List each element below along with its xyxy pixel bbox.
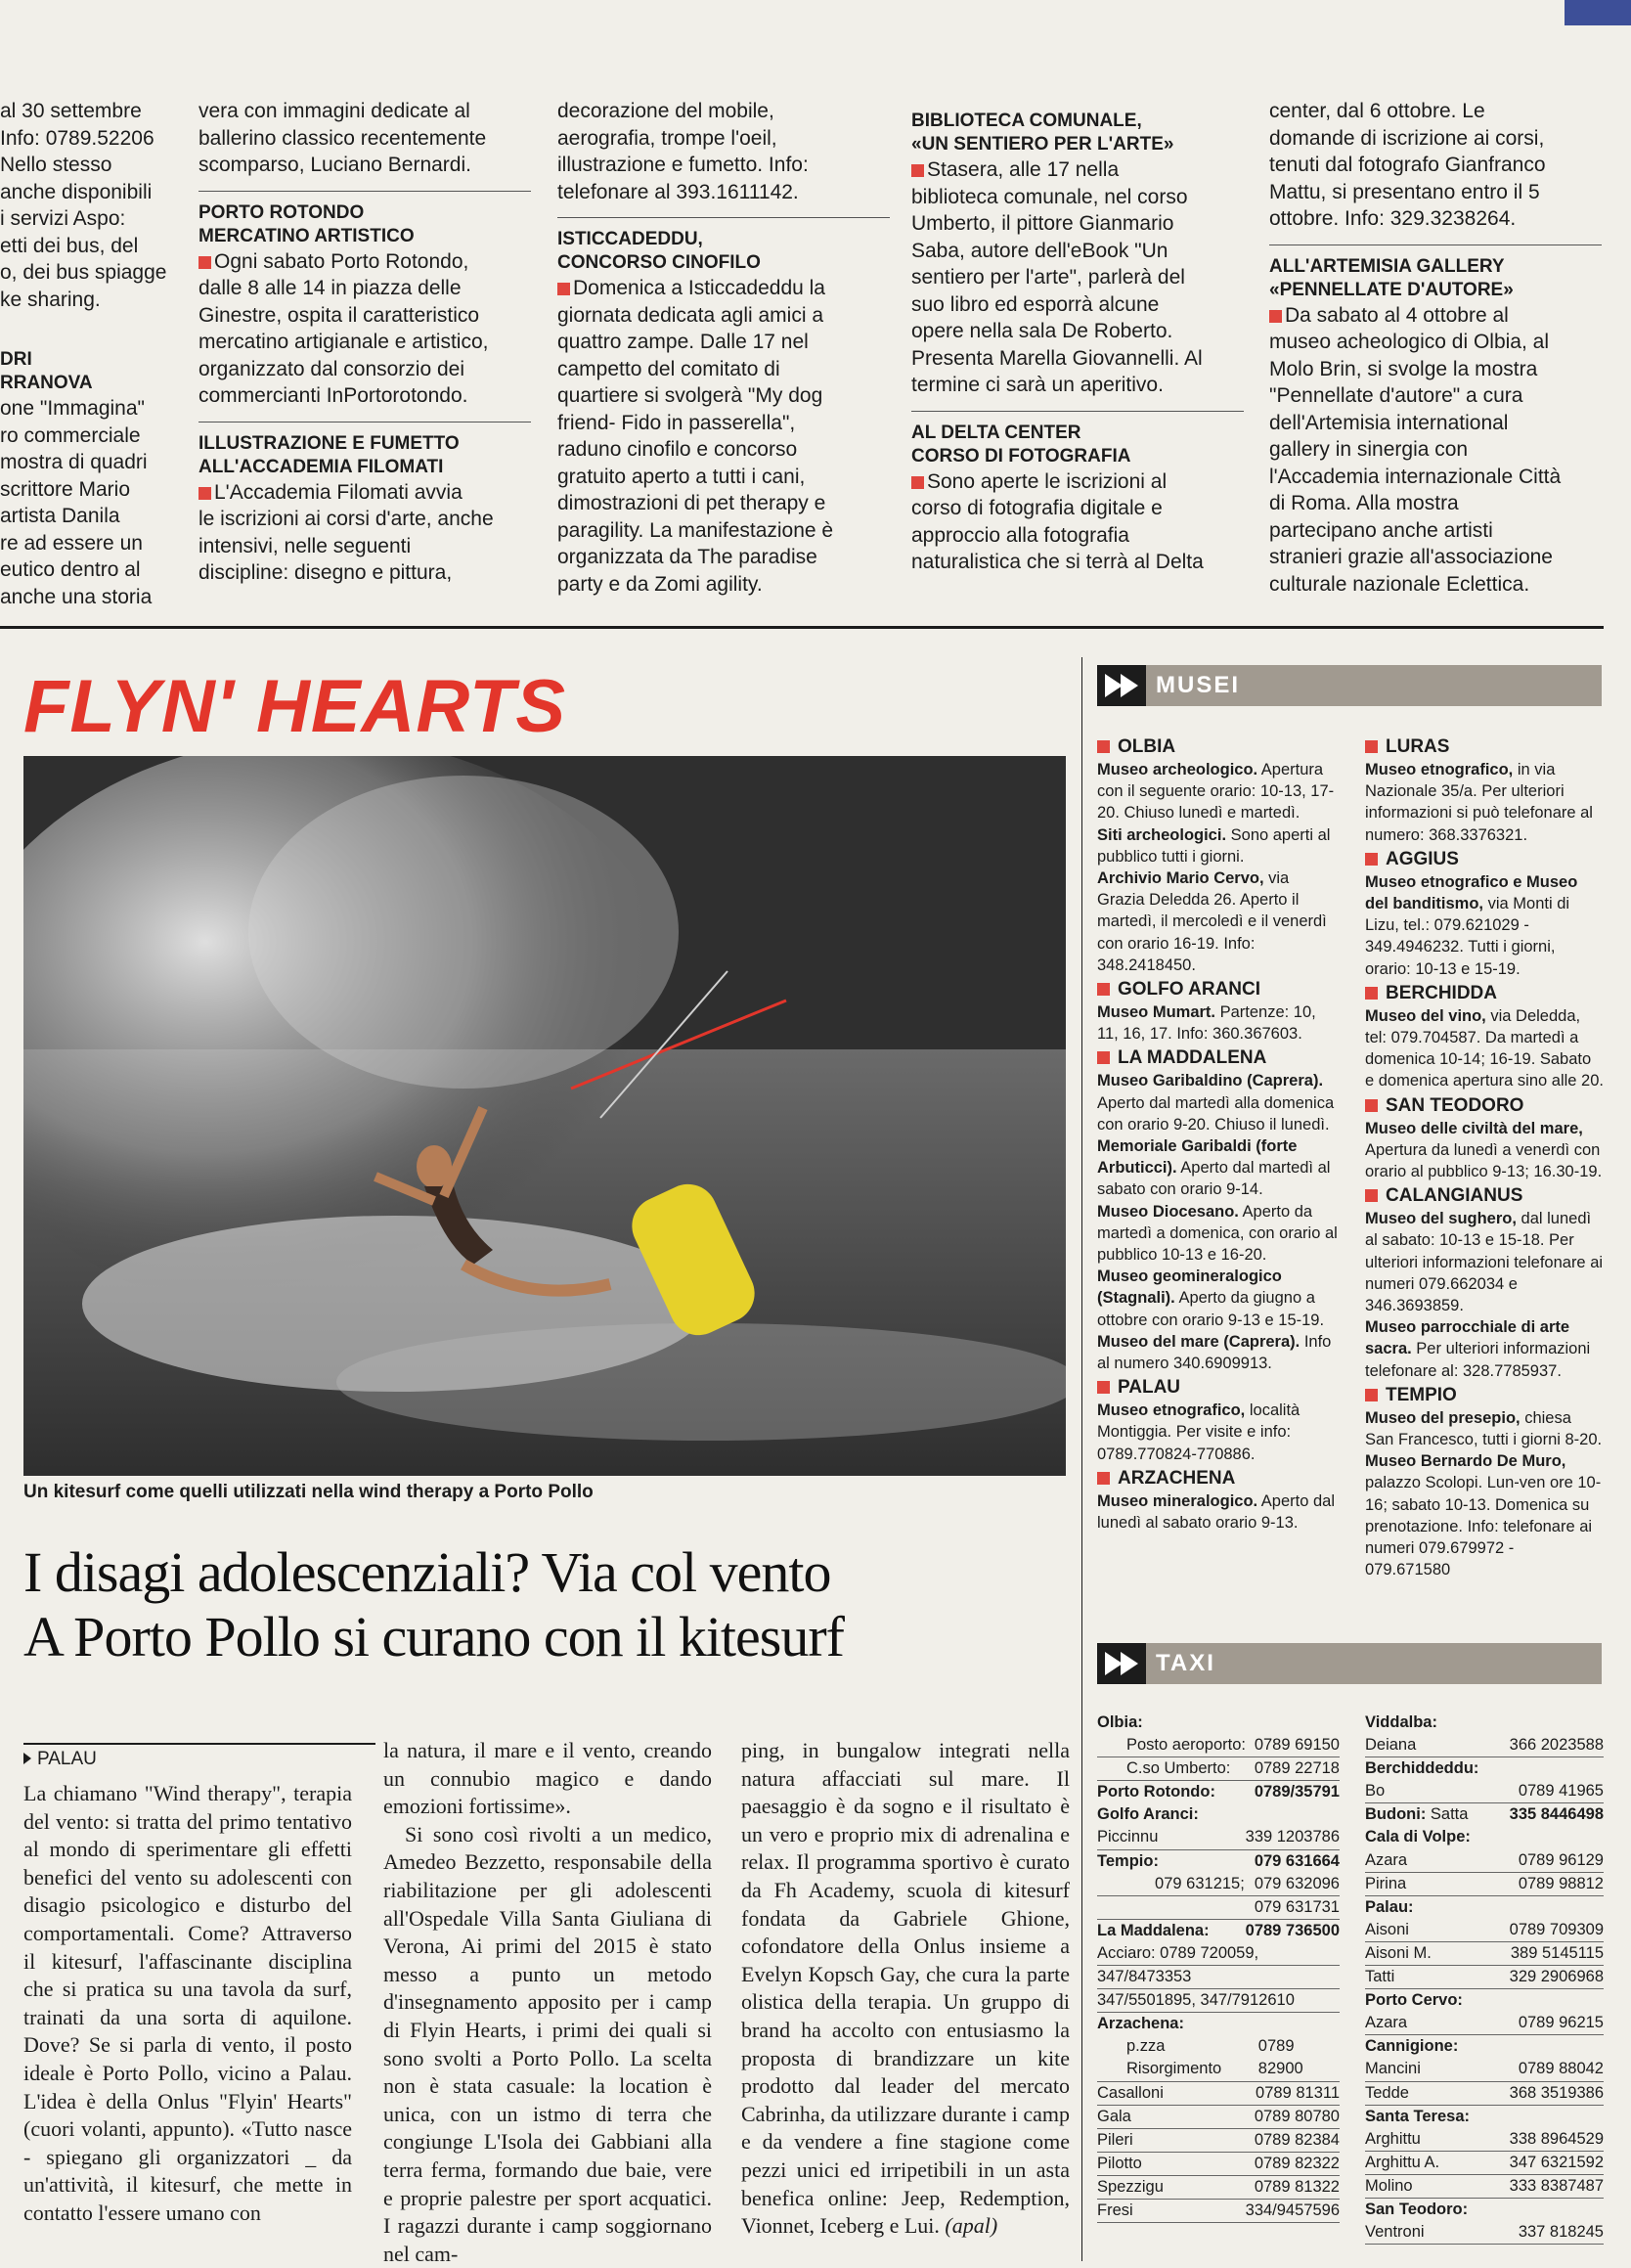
museum-entry: Museo del sughero, dal lunedì al sabato: 10-13 e 15-18. Per ulteriori informazioni telefonare ai numeri 079.662034 e 346.3693859. bbox=[1365, 1210, 1604, 1315]
text-line: opere nella sala De Roberto. bbox=[911, 320, 1173, 342]
taxi-city-row: San Teodoro: bbox=[1365, 2200, 1469, 2218]
text-line: paragility. La manifestazione è bbox=[557, 518, 834, 542]
bullet-square-icon bbox=[1097, 983, 1110, 996]
text-line: suo libro ed esporrà alcune bbox=[911, 292, 1160, 316]
heading-line: AL DELTA CENTER bbox=[911, 422, 1081, 443]
text-line: dell'Artemisia international bbox=[1269, 411, 1509, 434]
biblioteca-heading bbox=[911, 110, 1244, 156]
artemisia-text bbox=[1269, 302, 1602, 599]
taxi-number-row: Spezzigu 0789 81322 bbox=[1097, 2176, 1340, 2200]
taxi-number-row: p.zza Risorgimento 0789 82900 bbox=[1097, 2035, 1340, 2081]
taxi-number-row: 347/8473353 bbox=[1097, 1966, 1340, 1989]
heading-line: ALL'ACCADEMIA FILOMATI bbox=[198, 456, 444, 477]
musei-right-column bbox=[1365, 734, 1604, 1581]
text-line: biblioteca comunale, nel corso bbox=[911, 185, 1188, 208]
text-line: dalle 8 alle 14 in piazza delle bbox=[198, 277, 462, 299]
taxi-number-row: Bo 0789 41965 bbox=[1365, 1780, 1604, 1803]
kitesurf-photo bbox=[23, 756, 1066, 1476]
taxi-number-row: Ventroni 337 818245 bbox=[1365, 2221, 1604, 2245]
taxi-number-row: Pilotto 0789 82322 bbox=[1097, 2153, 1340, 2176]
taxi-number-row: Aisoni 0789 709309 bbox=[1365, 1919, 1604, 1942]
museum-entry: Museo Mumart. Partenze: 10, 11, 16, 17. Info: 360.367603. bbox=[1097, 1003, 1316, 1044]
article-kicker: FLYN' HEARTS bbox=[23, 665, 567, 748]
taxi-number-row: Posto aeroporto: 0789 69150 bbox=[1097, 1734, 1340, 1757]
column-1-bottom bbox=[0, 342, 171, 610]
taxi-number-row: Azara 0789 96215 bbox=[1365, 2012, 1604, 2035]
photo-caption: Un kitesurf come quelli utilizzati nella wind therapy a Porto Pollo bbox=[23, 1482, 594, 1502]
delta-center-text bbox=[911, 468, 1244, 576]
museum-entry: Museo del presepio, chiesa San Francesco, tutti i giorni 8-20. bbox=[1365, 1408, 1603, 1449]
text-line: corso di fotografia digitale e bbox=[911, 497, 1163, 519]
text-line: Ginestre, ospita il caratteristico bbox=[198, 303, 480, 327]
taxi-number-row: Pirina 0789 98812 bbox=[1365, 1873, 1604, 1896]
article-signature: (apal) bbox=[945, 2213, 998, 2239]
museum-entry: Museo etnografico, località Montiggia. Per visite e info: 0789.770824-770886. bbox=[1097, 1401, 1300, 1463]
town-heading: LA MADDALENA bbox=[1097, 1046, 1340, 1070]
porto-rotondo-heading bbox=[198, 201, 531, 248]
text-line: center, dal 6 ottobre. Le bbox=[1269, 100, 1485, 122]
taxi-number-row: Pileri 0789 82384 bbox=[1097, 2129, 1340, 2153]
heading-line: «PENNELLATE D'AUTORE» bbox=[1269, 279, 1514, 300]
text-line: ke sharing. bbox=[0, 288, 101, 311]
text-line: domande di iscrizione ai corsi, bbox=[1269, 126, 1545, 150]
text-line: party e da Zomi agility. bbox=[557, 572, 763, 596]
bullet-square-icon bbox=[1365, 1099, 1378, 1112]
museum-entry: Museo etnografico e Museo del banditismo, via Monti di Lizu, tel.: 079.621029 - 349.4946232. Tutti i giorni, orario: 10-13 e 15-19. bbox=[1365, 872, 1578, 978]
text-line: friend- Fido in passerella", bbox=[557, 411, 796, 434]
column-3 bbox=[557, 98, 890, 598]
museum-entry: Archivio Mario Cervo, via Grazia Deledda 26. Aperto il martedì, il mercoledì e il venerdì con orario 16-19. Info: 348.2418450. bbox=[1097, 869, 1327, 974]
heading-line: DRI bbox=[0, 349, 32, 370]
article-headline bbox=[23, 1540, 844, 1669]
text-line: ro commerciale bbox=[0, 423, 141, 447]
taxi-number-row: Fresi 334/9457596 bbox=[1097, 2200, 1340, 2223]
heading-line: CONCORSO CINOFILO bbox=[557, 252, 761, 273]
text-line: Umberto, il pittore Gianmario bbox=[911, 212, 1174, 235]
porto-rotondo-text bbox=[198, 248, 531, 410]
museum-entry: Museo Diocesano. Aperto da martedì a domenica, con orario al pubblico 10-13 e 16-20. bbox=[1097, 1202, 1338, 1265]
bullet-square-icon bbox=[1097, 1472, 1110, 1485]
text-line: raduno cinofilo e concorso bbox=[557, 438, 798, 461]
text-line: partecipano anche artisti bbox=[1269, 518, 1493, 542]
text-line: commercianti InPortorotondo. bbox=[198, 384, 468, 407]
dateline-arrow-icon bbox=[23, 1753, 31, 1764]
text-line: etti dei bus, del bbox=[0, 234, 139, 257]
taxi-right-column bbox=[1365, 1712, 1604, 2245]
museum-entry: Siti archeologici. Sono aperti al pubblico tutti i giorni. bbox=[1097, 825, 1331, 866]
taxi-city-row: Palau: bbox=[1365, 1897, 1414, 1916]
taxi-number-row: Deiana 366 2023588 bbox=[1365, 1734, 1604, 1757]
delta-center-heading bbox=[911, 422, 1244, 468]
taxi-city-row: Cala di Volpe: bbox=[1365, 1828, 1471, 1846]
article-paragraph: La chiamano "Wind therapy", terapia del vento: si tratta del primo tentativo al mondo di sperimentare gli effetti benefici del vento su adolescenti con disagio psicologico e disturbo del comportamentali. Come? Attraverso il kitesurf, l'affascinante disciplina che si pratica su una tavola da surf, trainati da una sorta di aquilone. Dove? Se si parla di vento, il posto ideale è Porto Pollo, vicino a Palau. L'idea è della Onlus "Flyin' Hearts" (cuori volanti, appunto). «Tutto nasce - spiegano gli organizzatori _ da un'attività, il kitesurf, che mette in contatto l'essere umano con bbox=[23, 1781, 352, 2225]
bullet-square-icon bbox=[1365, 987, 1378, 1000]
article-column-2 bbox=[383, 1737, 712, 2268]
museum-entry: Museo geomineralogico (Stagnali). Aperto da giugno a ottobre con orario 9-13 e 15-19. bbox=[1097, 1267, 1325, 1329]
text-line: Sono aperte le iscrizioni al bbox=[911, 468, 1244, 496]
taxi-number-row: Azara 0789 96129 bbox=[1365, 1849, 1604, 1873]
text-line: gallery in sinergia con bbox=[1269, 438, 1469, 461]
article-paragraph-text: ping, in bungalow integrati nella natura affacciati sul mare. Il paesaggio è da sogno e il risultato è un vero e proprio mix di adrenalina e relax. Il programma sportivo è curato da Fh Academy, scuola di kitesurf fondata da Gabriele Ghione, cofondatore della Onlus insieme a Evelyn Kopsch Gay, che cura la parte olistica della terapia. Un gruppo di brand ha accolto con entusiasmo la proposta di brandizzare un kite prodotto dal leader del mercato Cabrinha, da utilizzare durante i camp e da vendere a fine stagione come pezzi unici ed irripetibili in un asta benefica online: Jeep, Redemption, Vionnet, Iceberg e Lui. bbox=[741, 1738, 1070, 2239]
filomati-text bbox=[198, 479, 531, 587]
text-line: le iscrizioni ai corsi d'arte, anche bbox=[198, 508, 494, 530]
biblioteca-text bbox=[911, 156, 1244, 399]
text-line: culturale nazionale Eclettica. bbox=[1269, 572, 1530, 596]
taxi-city-row: Tempio: 079 631664 bbox=[1097, 1851, 1340, 1870]
museum-entry: Museo del vino, via Deledda, tel: 079.704587. Da martedì a domenica 10-14; 16-19. Sabato e domenica apertura sino alle 20. bbox=[1365, 1006, 1604, 1090]
text-line: ballerino classico recentemente bbox=[198, 126, 487, 150]
column-3-lines-a bbox=[557, 98, 890, 205]
text-line: artista Danila bbox=[0, 505, 120, 527]
text-line: Presenta Marella Giovannelli. Al bbox=[911, 346, 1203, 370]
text-line: discipline: disegno e pittura, bbox=[198, 561, 453, 584]
taxi-left-column bbox=[1097, 1712, 1340, 2223]
town-heading: CALANGIANUS bbox=[1365, 1184, 1604, 1208]
sidebar-divider bbox=[1081, 657, 1082, 2261]
bullet-square-icon bbox=[911, 476, 924, 489]
text-line: quartiere si svolgerà "My dog bbox=[557, 384, 823, 407]
text-line: one "Immagina" bbox=[0, 397, 145, 420]
taxi-number-row: Acciaro: 0789 720059, bbox=[1097, 1942, 1340, 1966]
bullet-square-icon bbox=[1097, 1051, 1110, 1064]
taxi-city-row: Santa Teresa: bbox=[1365, 2107, 1470, 2125]
column-divider bbox=[911, 411, 1244, 412]
museum-entry: Museo mineralogico. Aperto dal lunedì al sabato orario 9-13. bbox=[1097, 1491, 1336, 1533]
bullet-square-icon bbox=[198, 487, 211, 500]
museum-entry: Museo Garibaldino (Caprera). Aperto dal martedì alla domenica con orario 9-20. Chiuso il lunedì. bbox=[1097, 1072, 1335, 1134]
column-divider bbox=[198, 191, 531, 192]
museum-entry: Museo etnografico, in via Nazionale 35/a. Per ulteriori informazioni si può telefonare al numero: 368.3376321. bbox=[1365, 761, 1593, 844]
heading-line: ILLUSTRAZIONE E FUMETTO bbox=[198, 432, 460, 454]
taxi-city-row: Viddalba: bbox=[1365, 1713, 1437, 1731]
town-heading: ARZACHENA bbox=[1097, 1467, 1340, 1490]
text-line: campetto del comitato di bbox=[557, 357, 780, 380]
town-heading: OLBIA bbox=[1097, 735, 1340, 759]
text-line: Da sabato al 4 ottobre al bbox=[1269, 302, 1602, 330]
text-line: intensivi, nelle seguenti bbox=[198, 534, 412, 557]
taxi-city-row: Porto Cervo: bbox=[1365, 1991, 1463, 2010]
text-line: Mattu, si presentano entro il 5 bbox=[1269, 180, 1540, 203]
taxi-title: TAXI bbox=[1156, 1650, 1215, 1676]
musei-header bbox=[1097, 665, 1602, 706]
dateline-text: PALAU bbox=[37, 1749, 97, 1769]
column-1b-lines bbox=[0, 395, 171, 610]
heading-line: CORSO DI FOTOGRAFIA bbox=[911, 445, 1131, 467]
text-line: eutico dentro al bbox=[0, 558, 141, 581]
taxi-number-row: Mancini 0789 88042 bbox=[1365, 2058, 1604, 2081]
taxi-number-row: Casalloni 0789 81311 bbox=[1097, 2082, 1340, 2106]
article-paragraph: la natura, il mare e il vento, creando un connubio magico e dando emozioni fortissime». bbox=[383, 1738, 712, 1819]
text-line: l'Accademia internazionale Città bbox=[1269, 465, 1562, 488]
museum-entry: Museo archeologico. Apertura con il seguente orario: 10-13, 17-20. Chiuso lunedì e martedì. bbox=[1097, 761, 1335, 823]
taxi-city-row: La Maddalena: 0789 736500 bbox=[1097, 1921, 1340, 1939]
text-line: telefonare al 393.1611142. bbox=[557, 180, 799, 203]
text-line: termine ci sarà un aperitivo. bbox=[911, 374, 1164, 396]
text-line: giornata dedicata agli amici a bbox=[557, 303, 823, 327]
taxi-number-row: Piccinnu 339 1203786 bbox=[1097, 1826, 1340, 1849]
text-line: stranieri grazie all'associazione bbox=[1269, 546, 1553, 568]
taxi-city-row: Budoni: Satta 335 8446498 bbox=[1365, 1805, 1604, 1824]
heading-line: RRANOVA bbox=[0, 373, 93, 393]
musei-title: MUSEI bbox=[1156, 672, 1241, 698]
text-line: gratuito aperto a tutti i cani, bbox=[557, 465, 806, 488]
heading-line: ALL'ARTEMISIA GALLERY bbox=[1269, 255, 1505, 277]
text-line: al 30 settembre bbox=[0, 100, 142, 122]
text-line: Stasera, alle 17 nella bbox=[911, 156, 1244, 184]
taxi-number-row: 079 631215; 079 632096 bbox=[1097, 1873, 1340, 1896]
bullet-square-icon bbox=[1097, 740, 1110, 753]
text-line: Saba, autore dell'eBook "Un bbox=[911, 239, 1168, 262]
taxi-number-row: C.so Umberto: 0789 22718 bbox=[1097, 1757, 1340, 1781]
page-edge-bar bbox=[1565, 0, 1631, 25]
article-column-1 bbox=[23, 1780, 352, 2228]
text-line: anche disponibili bbox=[0, 180, 153, 203]
text-line: Domenica a Isticcadeddu la bbox=[557, 275, 890, 302]
town-heading: AGGIUS bbox=[1365, 848, 1604, 871]
text-line: museo acheologico di Olbia, al bbox=[1269, 331, 1550, 353]
article-column-3 bbox=[741, 1737, 1070, 2241]
heading-line: BIBLIOTECA COMUNALE, bbox=[911, 111, 1142, 131]
taxi-city-row: Berchiddeddu: bbox=[1365, 1759, 1479, 1778]
museum-entry: Museo Bernardo De Muro, palazzo Scolopi. Lun-ven ore 10-16; sabato 10-13. Domenica su prenotazione. Info: telefonare ai numeri 079.679972 - 079.671580 bbox=[1365, 1452, 1602, 1579]
taxi-number-row: Molino 333 8387487 bbox=[1365, 2175, 1604, 2199]
taxi-header bbox=[1097, 1643, 1602, 1684]
taxi-city-row: Cannigione: bbox=[1365, 2037, 1459, 2056]
town-heading: SAN TEODORO bbox=[1365, 1094, 1604, 1118]
bullet-square-icon bbox=[1365, 740, 1378, 753]
text-line: anche una storia bbox=[0, 585, 153, 608]
isticcadeddu-text bbox=[557, 275, 890, 598]
text-line: Info: 0789.52206 bbox=[0, 126, 154, 150]
heading-line: MERCATINO ARTISTICO bbox=[198, 225, 415, 246]
taxi-city-row: Arzachena: bbox=[1097, 2015, 1184, 2033]
bullet-square-icon bbox=[1365, 853, 1378, 866]
column-5 bbox=[1269, 98, 1602, 598]
town-heading: BERCHIDDA bbox=[1365, 982, 1604, 1005]
taxi-number-row: 347/5501895, 347/7912610 bbox=[1097, 1989, 1340, 2013]
column-5-lines-a bbox=[1269, 98, 1602, 233]
text-line: vera con immagini dedicate al bbox=[198, 100, 470, 122]
taxi-city-row: Porto Rotondo: 0789/35791 bbox=[1097, 1783, 1340, 1801]
taxi-number-row: Tatti 329 2906968 bbox=[1365, 1966, 1604, 1989]
text-line: scrittore Mario bbox=[0, 477, 131, 501]
text-line: decorazione del mobile, bbox=[557, 100, 774, 122]
text-line: organizzato dal consorzio dei bbox=[198, 357, 464, 380]
heading-line: PORTO ROTONDO bbox=[198, 201, 365, 223]
text-line: aerografia, trompe l'oeil, bbox=[557, 126, 777, 150]
museum-entry: Museo parrocchiale di arte sacra. Per ulteriori informazioni telefonare al: 328.7785937. bbox=[1365, 1318, 1591, 1380]
text-line: mostra di quadri bbox=[0, 451, 148, 473]
text-line: quattro zampe. Dalle 17 nel bbox=[557, 331, 809, 353]
museum-entry: Memoriale Garibaldi (forte Arbuticci). Aperto dal martedì al sabato con orario 9-14. bbox=[1097, 1137, 1331, 1199]
text-line: Molo Brin, si svolge la mostra bbox=[1269, 357, 1538, 380]
text-line: re ad essere un bbox=[0, 531, 143, 555]
heading-line: «UN SENTIERO PER L'ARTE» bbox=[911, 134, 1174, 155]
column-1-heading bbox=[0, 348, 171, 395]
taxi-number-row: Aisoni M. 389 5145115 bbox=[1365, 1942, 1604, 1966]
text-line: illustrazione e fumetto. Info: bbox=[557, 154, 809, 176]
text-line: L'Accademia Filomati avvia bbox=[198, 479, 531, 507]
taxi-number-row: Gala 0789 80780 bbox=[1097, 2106, 1340, 2129]
taxi-number-row: Arghittu A. 347 6321592 bbox=[1365, 2152, 1604, 2175]
museum-entry: Museo delle civiltà del mare, Apertura da lunedì a venerdì con orario al pubblico 9-13; 16.30-19. bbox=[1365, 1119, 1603, 1181]
text-line: o, dei bus spiagge bbox=[0, 261, 167, 284]
bullet-square-icon bbox=[1365, 1389, 1378, 1401]
artemisia-heading bbox=[1269, 255, 1602, 302]
bullet-square-icon bbox=[198, 256, 211, 269]
taxi-city-row: Golfo Aranci: bbox=[1097, 1805, 1199, 1824]
heading-line: ISTICCADEDDU, bbox=[557, 229, 703, 249]
text-line: dimostrazioni di pet therapy e bbox=[557, 492, 826, 514]
filomati-heading bbox=[198, 432, 531, 479]
text-line: organizzata da The paradise bbox=[557, 546, 817, 568]
column-1-top bbox=[0, 98, 171, 313]
column-2-lines-a bbox=[198, 98, 531, 179]
double-arrow-icon bbox=[1097, 665, 1146, 706]
article-paragraph: Si sono così rivolti a un medico, Amedeo Bezzetto, responsabile della riabilitazione per gli adolescenti all'Ospedale Villa Santa Giuliana di Verona, Ai primi del 2015 è stato messo a punto un metodo d'insegnamento apposito per i camp di Flyin Hearts, i primi dei quali si sono svolti a Porto Pollo. La scelta non è stata casuale: la location è unica, con un istmo di terra che congiunge L'Isola dei Gabbiani alla terra ferma, formando due baie, vere e proprie palestre per sport acquatici. I ragazzi durante i camp soggiornano nel cam- bbox=[383, 1821, 712, 2266]
text-line: naturalistica che si terrà al Delta bbox=[911, 551, 1204, 573]
double-arrow-icon bbox=[1097, 1643, 1146, 1684]
text-line: Ogni sabato Porto Rotondo, bbox=[198, 248, 531, 276]
bullet-square-icon bbox=[1097, 1381, 1110, 1394]
column-4 bbox=[911, 110, 1244, 576]
column-divider bbox=[557, 217, 890, 218]
column-2 bbox=[198, 98, 531, 587]
text-line: i servizi Aspo: bbox=[0, 207, 126, 230]
musei-left-column bbox=[1097, 734, 1340, 1534]
town-heading: PALAU bbox=[1097, 1376, 1340, 1400]
text-line: Nello stesso bbox=[0, 154, 112, 176]
text-line: tenuti dal fotografo Gianfranco bbox=[1269, 154, 1546, 176]
town-heading: LURAS bbox=[1365, 735, 1604, 759]
section-rule bbox=[0, 626, 1604, 629]
text-line: approccio alla fotografia bbox=[911, 523, 1129, 547]
headline-line-2: A Porto Pollo si curano con il kitesurf bbox=[23, 1605, 844, 1668]
taxi-number-row: Arghittu 338 8964529 bbox=[1365, 2128, 1604, 2152]
town-heading: GOLFO ARANCI bbox=[1097, 978, 1340, 1001]
bullet-square-icon bbox=[557, 283, 570, 295]
bullet-square-icon bbox=[911, 164, 924, 177]
text-line: sentiero per l'arte", parlerà del bbox=[911, 266, 1185, 289]
bullet-square-icon bbox=[1269, 310, 1282, 323]
taxi-city-row: Olbia: bbox=[1097, 1713, 1143, 1731]
headline-line-1: I disagi adolescenziali? Via col vento bbox=[23, 1540, 831, 1604]
article-paragraph bbox=[741, 1737, 1070, 2241]
museum-entry: Museo del mare (Caprera). Info al numero 340.6909913. bbox=[1097, 1332, 1332, 1373]
kitesurf-illustration bbox=[23, 756, 1066, 1476]
town-heading: TEMPIO bbox=[1365, 1384, 1604, 1407]
text-line: di Roma. Alla mostra bbox=[1269, 492, 1459, 514]
taxi-number-row: 079 631731 bbox=[1097, 1896, 1340, 1920]
text-line: ottobre. Info: 329.3238264. bbox=[1269, 207, 1517, 230]
text-line: mercatino artigianale e artistico, bbox=[198, 331, 489, 353]
taxi-number-row: Tedde 368 3519386 bbox=[1365, 2082, 1604, 2106]
dateline bbox=[23, 1743, 375, 1770]
column-1-lines bbox=[0, 98, 171, 313]
isticcadeddu-heading bbox=[557, 228, 890, 275]
text-line: scomparso, Luciano Bernardi. bbox=[198, 154, 471, 176]
text-line: "Pennellate d'autore" a cura bbox=[1269, 384, 1523, 407]
bullet-square-icon bbox=[1365, 1189, 1378, 1202]
